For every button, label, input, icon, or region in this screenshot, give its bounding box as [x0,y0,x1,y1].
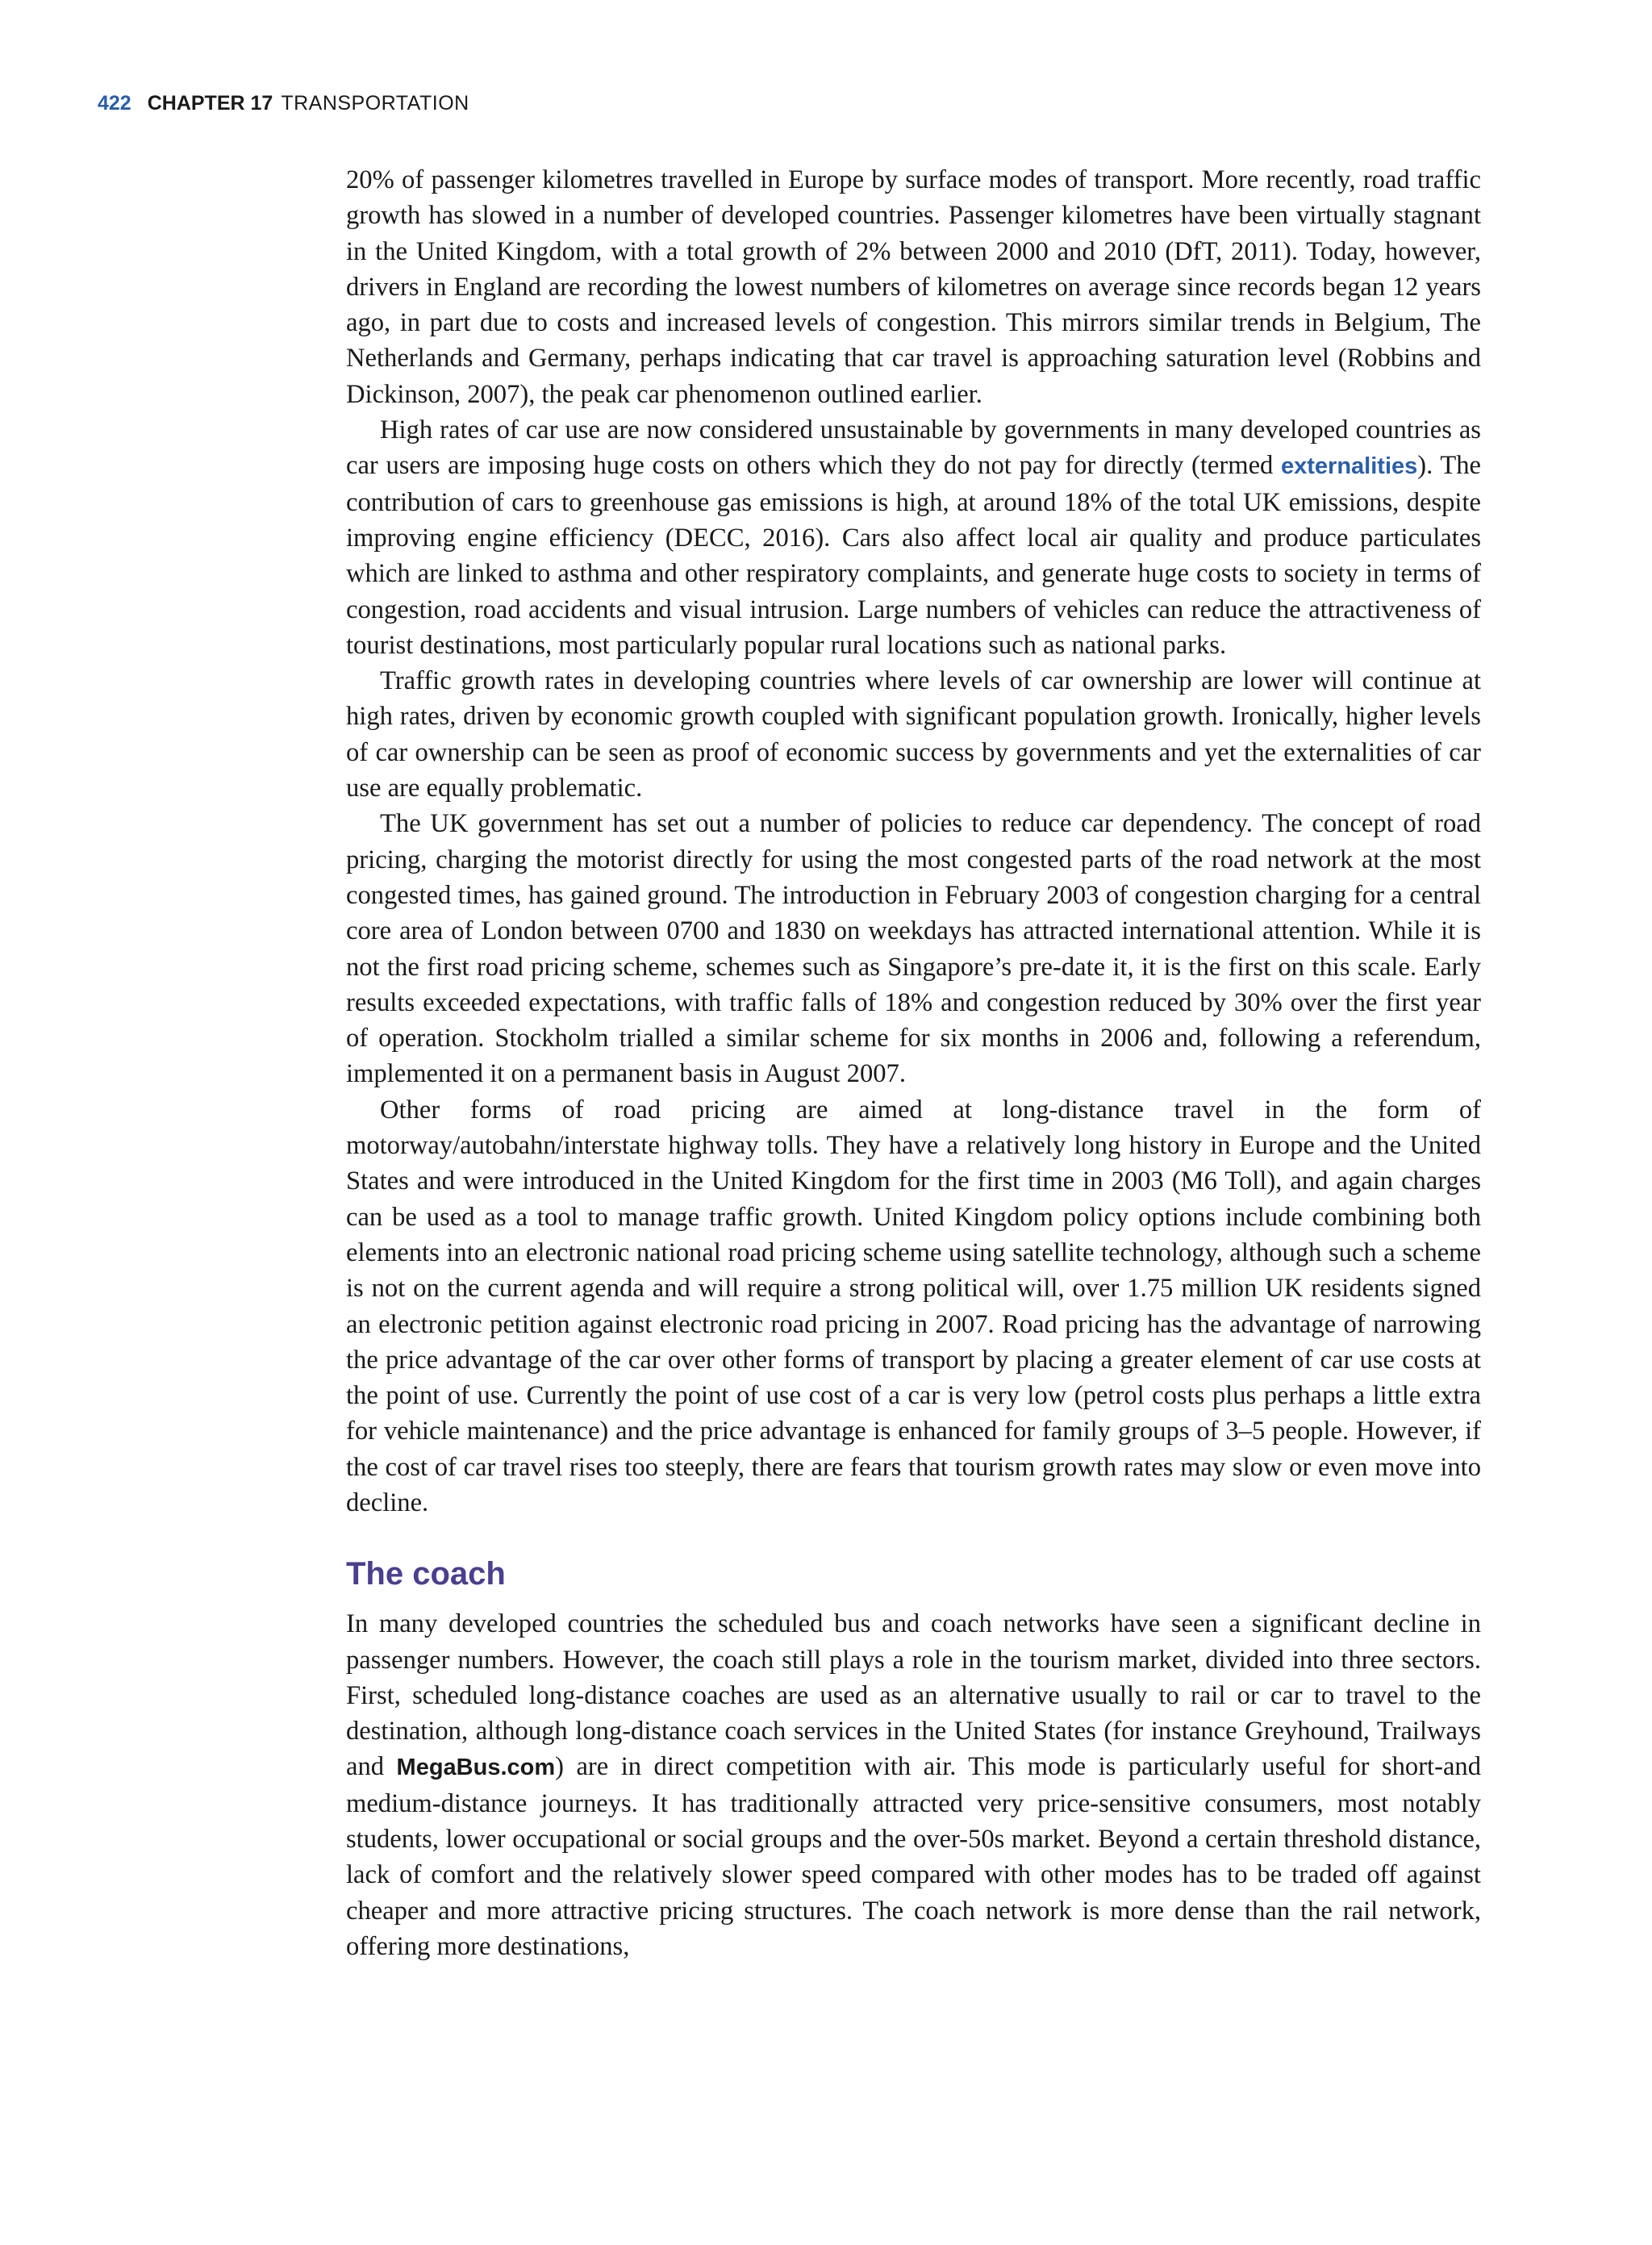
paragraph-text: ). The contribution of cars to greenhouse gas emissions is high, at around 18% of the total UK emissions, despite improving engine efficiency (DECC, 2016). Cars also affect local air quality and produce particulates which are linked to asthma and other respiratory complaints, and generate huge costs to society in terms of congestion, road accidents and visual intrusion. Large numbers of vehicles can reduce the attractiveness of tourist destinations, most particularly popular rural locations such as national parks. [346,451,1481,660]
section-heading: The coach [346,1556,506,1592]
page-number: 422 [98,92,131,115]
paragraph-externalities [346,412,1481,663]
paragraph-text: ) are in direct competition with air. This mode is particularly useful for short-and medium-distance journeys. It has traditionally attracted very price-sensitive consumers, most notably students, lower occupational or social groups and the over-50s market. Beyond a certain threshold distance, lack of comfort and the relatively slower speed compared with other modes has to be traded off against cheaper and more attractive pricing structures. The coach network is more dense than the rail network, offering more destinations, [346,1752,1481,1961]
key-term-externalities: externalities [1281,453,1418,480]
chapter-title: TRANSPORTATION [281,92,469,115]
paragraph-tolls: Other forms of road pricing are aimed at long-distance travel in the form of motorway/autobahn/interstate highway tolls. They have a relatively long history in Europe and the United States and were introduced in the United Kingdom for the first time in 2003 (M6 Toll), and again charges can be used as a tool to manage traffic growth. United Kingdom policy options include combining both elements into an electronic national road pricing scheme using satellite technology, although such a scheme is not on the current agenda and will require a strong political will, over 1.75 million UK residents signed an electronic petition against electronic road pricing in 2007. Road pricing has the advantage of narrowing the price advantage of the car over other forms of transport by placing a greater element of car use costs at the point of use. Currently the point of use cost of a car is very low (petrol costs plus perhaps a little extra for vehicle maintenance) and the price advantage is enhanced for family groups of 3–5 people. However, if the cost of car travel rises too steeply, there are fears that tourism growth rates may slow or even move into decline. [346,1095,1481,1517]
paragraph-continuation: 20% of passenger kilometres travelled in Europe by surface modes of transport. More recently, road traffic growth has slowed in a number of developed countries. Passenger kilometres have been virtually stagnant in the United Kingdom, with a total growth of 2% between 2000 and 2010 (DfT, 2011). Today, however, drivers in England are recording the lowest numbers of kilometres on average since records began 12 years ago, in part due to costs and increased levels of congestion. This mirrors similar trends in Belgium, The Netherlands and Germany, perhaps indicating that car travel is approaching saturation level (Robbins and Dickinson, 2007), the peak car phenomenon outlined earlier. [346,165,1481,409]
running-head [98,87,469,119]
paragraph-developing-countries: Traffic growth rates in developing countries where levels of car ownership are lower will continue at high rates, driven by economic growth coupled with significant population growth. Ironically, higher levels of car ownership can be seen as proof of economic success by governments and yet the externalities of car use are equally problematic. [346,666,1481,803]
paragraph-road-pricing: The UK government has set out a number of policies to reduce car dependency. The concept of road pricing, charging the motorist directly for using the most congested parts of the road network at the most congested times, has gained ground. The introduction in February 2003 of congestion charging for a central core area of London between 0700 and 1830 on weekdays has attracted international attention. While it is not the first road pricing scheme, schemes such as Singapore’s pre-date it, it is the first on this scale. Early results exceeded expectations, with traffic falls of 18% and congestion reduced by 30% over the first year of operation. Stockholm trialled a similar scheme for six months in 2006 and, following a referendum, implemented it on a permanent basis in August 2007. [346,809,1481,1089]
body-text [346,162,1481,1964]
paragraph-text: In many developed countries the scheduled bus and coach networks have seen a significant decline in passenger numbers. However, the coach still plays a role in the tourism market, divided into three sectors. First, scheduled long-distance coaches are used as an alternative usually to rail or car to travel to the destination, although long-distance coach services in the United States (for instance Greyhound, Trailways and [346,1609,1481,1782]
paragraph-text: High rates of car use are now considered unsustainable by governments in many developed countries as car users are imposing huge costs on others which they do not pay for directly (termed [346,415,1481,481]
chapter-label: CHAPTER 17 [147,92,273,115]
paragraph-coach [346,1606,1481,1964]
brand-megabus: MegaBus.com [396,1755,556,1781]
